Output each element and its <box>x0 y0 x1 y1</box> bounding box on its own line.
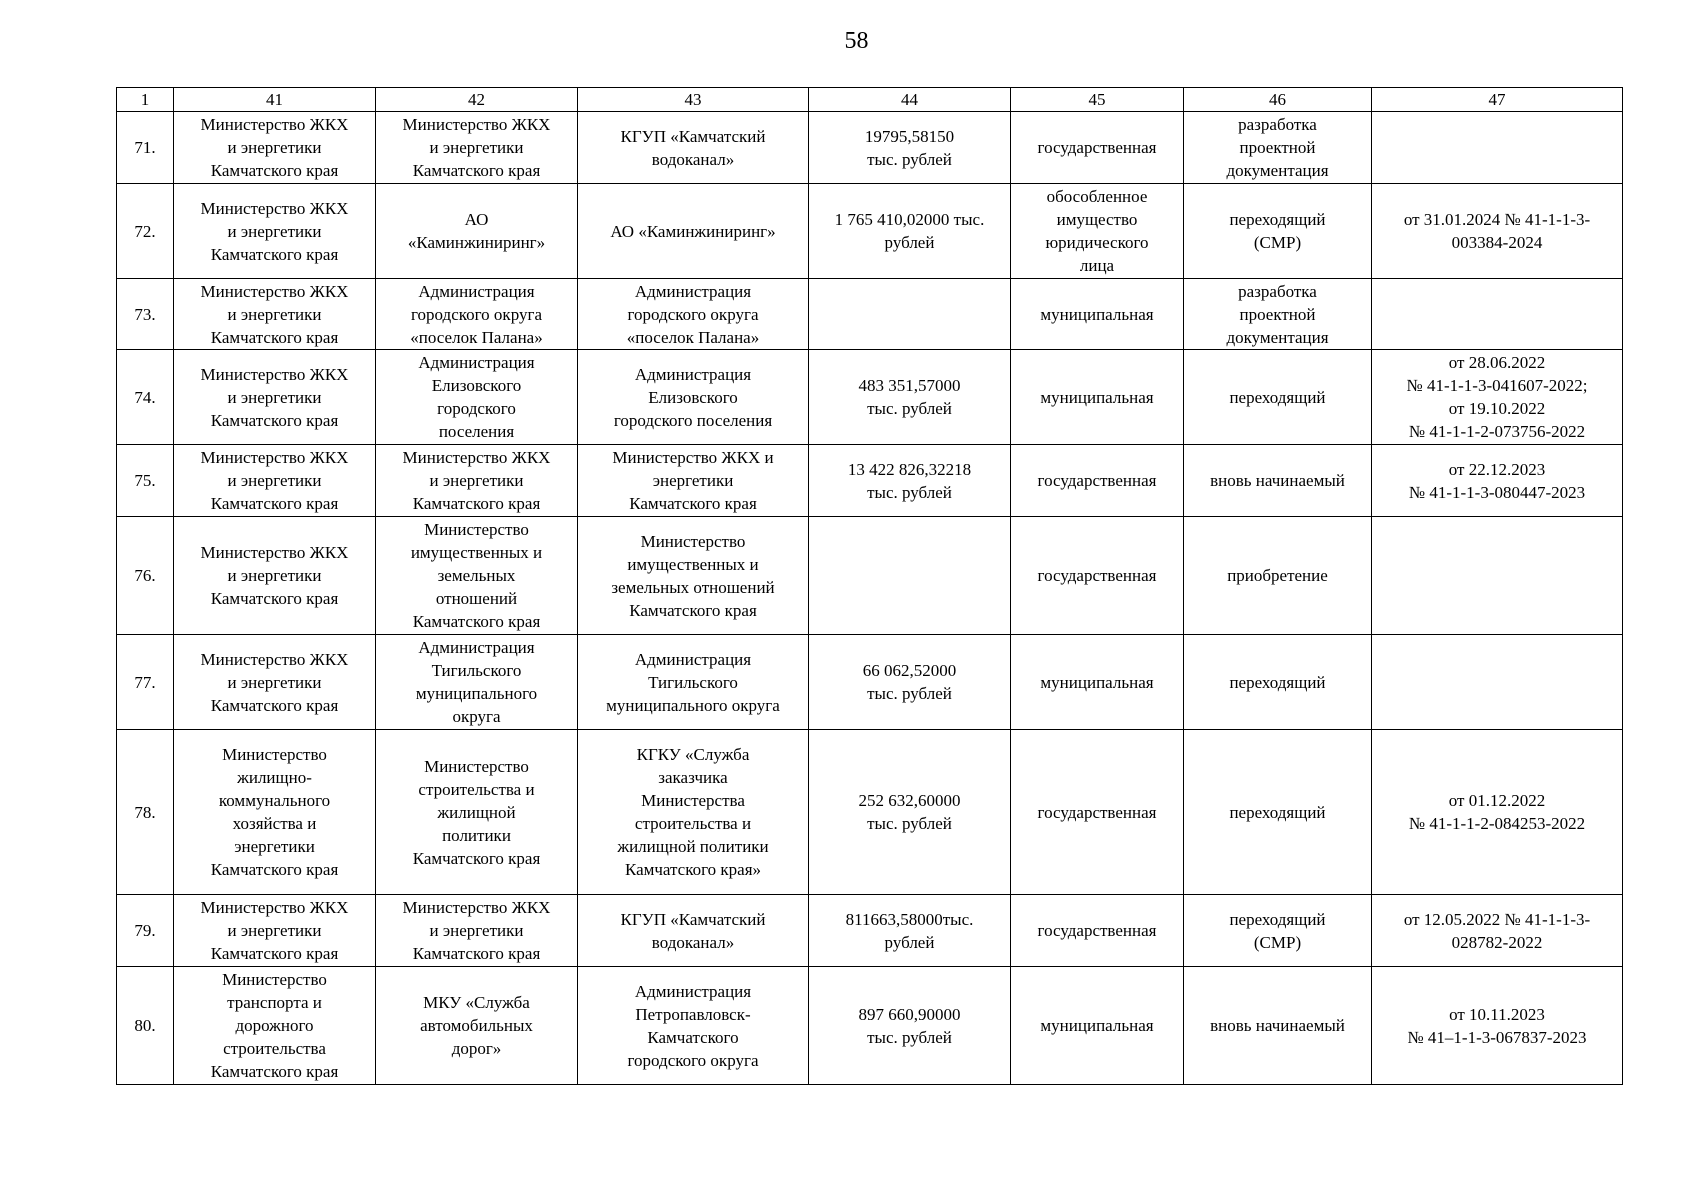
row-number-cell: 77. <box>117 635 174 730</box>
row-number-cell: 74. <box>117 350 174 445</box>
header-cell: 46 <box>1184 88 1372 112</box>
table-cell: муниципальная <box>1011 350 1184 445</box>
table-cell <box>1372 279 1623 350</box>
table-cell: Министерство ЖКХ и энергетики Камчатского края <box>174 279 376 350</box>
table-cell: от 10.11.2023 № 41–1-1-3-067837-2023 <box>1372 967 1623 1085</box>
table-cell: Министерство имущественных и земельных отношений Камчатского края <box>578 517 809 635</box>
table-cell: 19795,58150 тыс. рублей <box>809 112 1011 184</box>
table-cell: Министерство ЖКХ и энергетики Камчатского края <box>174 445 376 517</box>
table-cell: переходящий <box>1184 730 1372 895</box>
table-cell: Администрация Петропавловск- Камчатского городского округа <box>578 967 809 1085</box>
table-cell: от 31.01.2024 № 41-1-1-3- 003384-2024 <box>1372 184 1623 279</box>
table-cell: разработка проектной документация <box>1184 279 1372 350</box>
table-cell: от 01.12.2022 № 41-1-1-2-084253-2022 <box>1372 730 1623 895</box>
table-cell: АО «Каминжиниринг» <box>376 184 578 279</box>
table-cell: переходящий <box>1184 350 1372 445</box>
table-cell: Министерство ЖКХ и энергетики Камчатского края <box>174 350 376 445</box>
table-cell: разработка проектной документация <box>1184 112 1372 184</box>
table-row <box>117 445 1623 517</box>
table-cell: 252 632,60000 тыс. рублей <box>809 730 1011 895</box>
row-number-cell: 75. <box>117 445 174 517</box>
header-cell: 44 <box>809 88 1011 112</box>
registry-table <box>116 87 1623 1085</box>
table-cell: Администрация Тигильского муниципального округа <box>578 635 809 730</box>
row-number-cell: 71. <box>117 112 174 184</box>
table-row <box>117 517 1623 635</box>
table-cell: АО «Каминжиниринг» <box>578 184 809 279</box>
table-cell: Администрация Елизовского городского поселения <box>376 350 578 445</box>
table-cell: Министерство ЖКХ и энергетики Камчатского края <box>376 895 578 967</box>
table-cell: государственная <box>1011 517 1184 635</box>
table-cell: 897 660,90000 тыс. рублей <box>809 967 1011 1085</box>
table-cell: государственная <box>1011 895 1184 967</box>
table-row <box>117 895 1623 967</box>
row-number-cell: 80. <box>117 967 174 1085</box>
table-cell: от 12.05.2022 № 41-1-1-3- 028782-2022 <box>1372 895 1623 967</box>
table-cell: Министерство ЖКХ и энергетики Камчатского края <box>174 184 376 279</box>
table-cell: КГУП «Камчатский водоканал» <box>578 895 809 967</box>
table-cell: муниципальная <box>1011 967 1184 1085</box>
header-cell: 47 <box>1372 88 1623 112</box>
table-cell: Министерство ЖКХ и энергетики Камчатского края <box>376 445 578 517</box>
table-cell: государственная <box>1011 730 1184 895</box>
table-row <box>117 350 1623 445</box>
table-cell <box>1372 635 1623 730</box>
header-cell: 41 <box>174 88 376 112</box>
table-cell: КГКУ «Служба заказчика Министерства строительства и жилищной политики Камчатского края» <box>578 730 809 895</box>
table-cell <box>1372 517 1623 635</box>
row-number-cell: 76. <box>117 517 174 635</box>
table-cell: Министерство ЖКХ и энергетики Камчатского края <box>174 635 376 730</box>
table-cell: Министерство ЖКХ и энергетики Камчатского края <box>174 895 376 967</box>
table-cell: Министерство жилищно- коммунального хозяйства и энергетики Камчатского края <box>174 730 376 895</box>
table-cell: 13 422 826,32218 тыс. рублей <box>809 445 1011 517</box>
table-cell <box>1372 112 1623 184</box>
row-number-cell: 79. <box>117 895 174 967</box>
page-number: 58 <box>844 28 869 54</box>
table-cell: переходящий <box>1184 635 1372 730</box>
table-cell: Министерство ЖКХ и энергетики Камчатского края <box>376 112 578 184</box>
table-cell: переходящий (СМР) <box>1184 184 1372 279</box>
table-cell: 483 351,57000 тыс. рублей <box>809 350 1011 445</box>
table-cell: вновь начинаемый <box>1184 445 1372 517</box>
table-row <box>117 112 1623 184</box>
header-cell: 42 <box>376 88 578 112</box>
table-cell: Администрация Тигильского муниципального округа <box>376 635 578 730</box>
table-cell: Министерство имущественных и земельных отношений Камчатского края <box>376 517 578 635</box>
table-cell: Министерство ЖКХ и энергетики Камчатского края <box>174 517 376 635</box>
table-cell: государственная <box>1011 112 1184 184</box>
table-cell: Министерство ЖКХ и энергетики Камчатского края <box>578 445 809 517</box>
table-cell: от 22.12.2023 № 41-1-1-3-080447-2023 <box>1372 445 1623 517</box>
table-cell: приобретение <box>1184 517 1372 635</box>
table-cell: переходящий (СМР) <box>1184 895 1372 967</box>
table-row <box>117 967 1623 1085</box>
table-cell: 66 062,52000 тыс. рублей <box>809 635 1011 730</box>
table-cell: КГУП «Камчатский водоканал» <box>578 112 809 184</box>
header-cell: 45 <box>1011 88 1184 112</box>
table-cell: Администрация городского округа «поселок Палана» <box>376 279 578 350</box>
table-cell: Министерство транспорта и дорожного строительства Камчатского края <box>174 967 376 1085</box>
table-cell: государственная <box>1011 445 1184 517</box>
table-cell: Министерство ЖКХ и энергетики Камчатского края <box>174 112 376 184</box>
table-row <box>117 184 1623 279</box>
table-cell: 811663,58000тыс. рублей <box>809 895 1011 967</box>
table-header-row <box>117 88 1623 112</box>
table-cell: Администрация Елизовского городского поселения <box>578 350 809 445</box>
table-cell <box>809 279 1011 350</box>
table-cell: МКУ «Служба автомобильных дорог» <box>376 967 578 1085</box>
row-number-cell: 73. <box>117 279 174 350</box>
table-cell: вновь начинаемый <box>1184 967 1372 1085</box>
table-cell: муниципальная <box>1011 635 1184 730</box>
table-cell: муниципальная <box>1011 279 1184 350</box>
table-cell: 1 765 410,02000 тыс. рублей <box>809 184 1011 279</box>
table-row <box>117 635 1623 730</box>
table-cell <box>809 517 1011 635</box>
table-cell: Администрация городского округа «поселок Палана» <box>578 279 809 350</box>
table-cell: обособленное имущество юридического лица <box>1011 184 1184 279</box>
header-cell: 1 <box>117 88 174 112</box>
row-number-cell: 72. <box>117 184 174 279</box>
table-row <box>117 279 1623 350</box>
table-cell: Министерство строительства и жилищной политики Камчатского края <box>376 730 578 895</box>
row-number-cell: 78. <box>117 730 174 895</box>
table-row <box>117 730 1623 895</box>
table-cell: от 28.06.2022 № 41-1-1-3-041607-2022; от 19.10.2022 № 41-1-1-2-073756-2022 <box>1372 350 1623 445</box>
header-cell: 43 <box>578 88 809 112</box>
